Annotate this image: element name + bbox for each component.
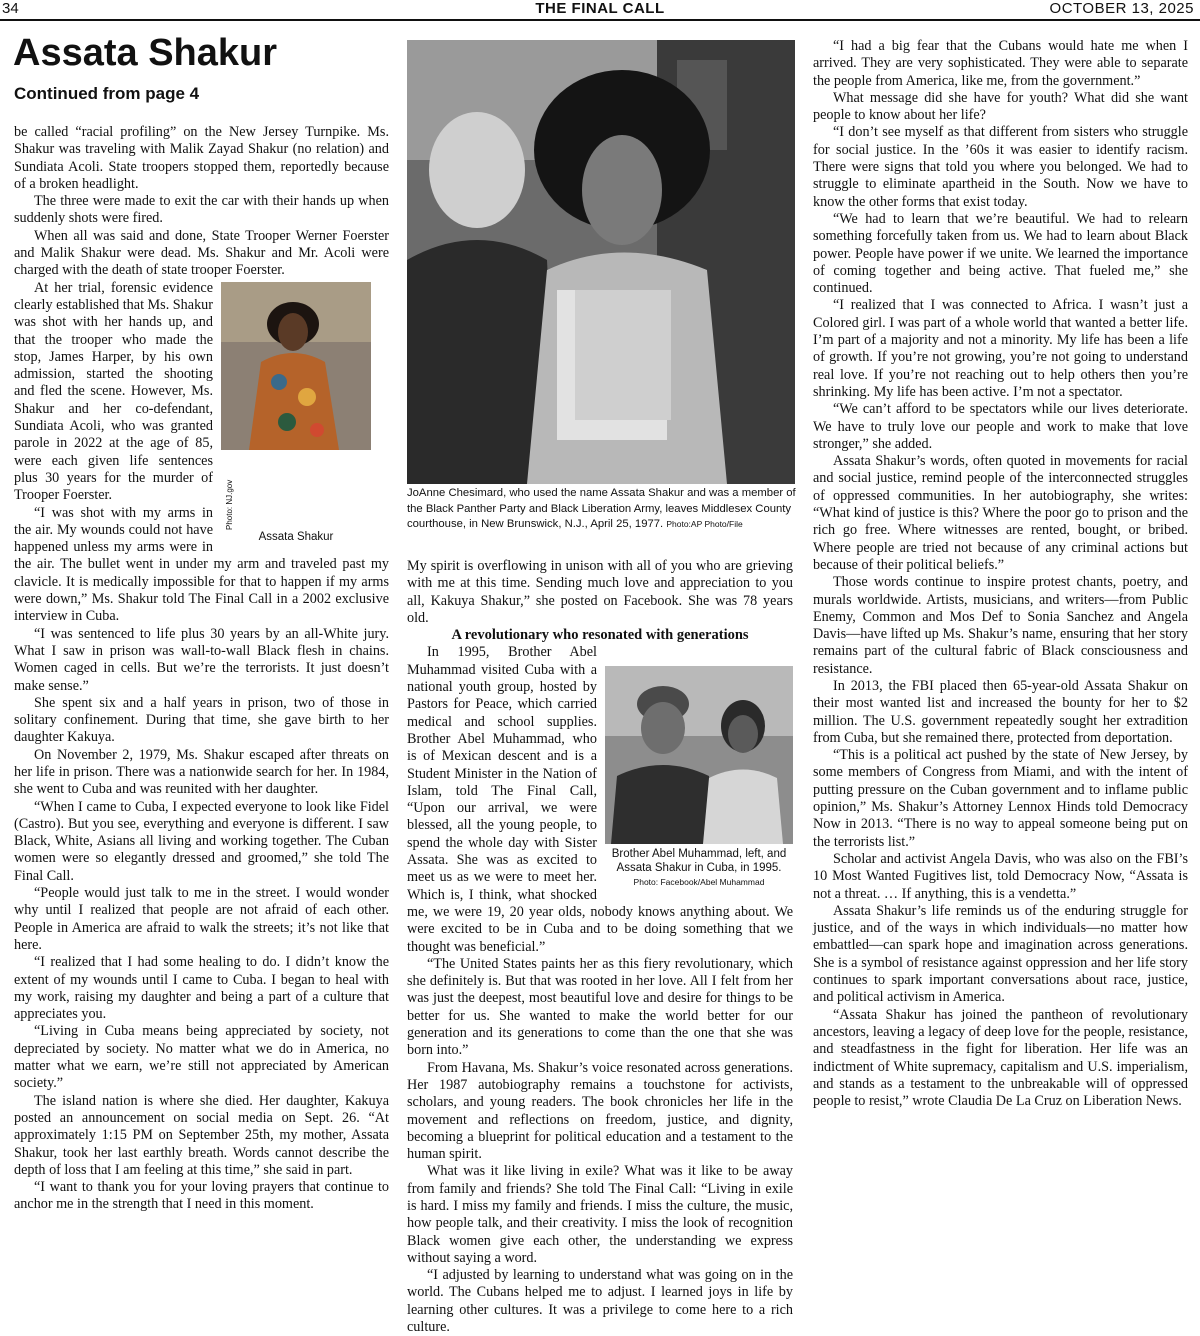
paragraph: “I adjusted by learning to understand what was going on in the world. The Cubans helped me to adjust. I learned joys in life by learning other cultures. It was a privilege to come here to a rich culture. bbox=[407, 1267, 793, 1336]
main-photo-caption bbox=[407, 486, 797, 533]
paragraph: What was it like living in exile? What was it like to be away from family and friends? She told The Final Call: “Living in exile is hard. I miss my family and friends. I miss the culture, the music, how people talk, and their creativity. I miss the look of recognition Black women give each other, the understanding we express without saying a word. bbox=[407, 1163, 793, 1266]
photo-caption: Brother Abel Muhammad, left, and Assata Shakur in Cuba, in 1995. bbox=[611, 848, 787, 875]
column-3 bbox=[813, 38, 1188, 1296]
continued-from: Continued from page 4 bbox=[14, 84, 200, 103]
paragraph: “Assata Shakur has joined the pantheon of revolutionary ancestors, leaving a legacy of deep love for the people, resistance, and steadfastness in the fight for liberation. Her life was an indictment of White supremacy, capitalism and U.S. imperialism, and stands as a testament to the unbreakable will of oppressed people to resist,” wrote Claudia De La Cruz on Liberation News. bbox=[813, 1006, 1188, 1110]
paragraph: “People would just talk to me in the street. I would wonder why until I realized that people are not afraid of each other. People in America are afraid to walk the streets; it’s not like that here. bbox=[14, 885, 389, 953]
paragraph: “I was shot with my arms in the air. My wounds could not have happened unless my arms were in the air. The bullet went in under my arm and traveled past my clavicle. It is medically impossible for that to happen if my arms were down,” Ms. Shakur told The Final Call in a 2002 exclusive interview in Cuba. bbox=[14, 504, 389, 625]
article-title: Assata Shakur bbox=[13, 32, 278, 74]
paragraph: The three were made to exit the car with their hands up when suddenly shots were fired. bbox=[14, 193, 389, 227]
paragraph: In 2013, the FBI placed then 65-year-old Assata Shakur on their most wanted list and increased the bounty for her to $2 million. The U.S. government repeatedly sought her extradition from Cuba, but she remained there, protected from deportation. bbox=[813, 677, 1188, 746]
page-header bbox=[0, 0, 1200, 21]
caption-text: JoAnne Chesimard, who used the name Assata Shakur and was a member of the Black Panther Party and Black Liberation Army, leaves Middlesex County courthouse, in New Brunswick, N.J., April 25, 1977. bbox=[407, 487, 796, 530]
paragraph: Scholar and activist Angela Davis, who was also on the FBI’s 10 Most Wanted Fugitives list, told Democracy Now, “Assata is not a threat. … If anything, this is a vendetta.” bbox=[813, 850, 1188, 902]
paragraph: Assata Shakur’s life reminds us of the enduring struggle for justice, and of the ways in which individuals—no matter how embattled—can spark hope and imagination across generations. She is a symbol of resistance against oppression and her life story continues to spark important conversations about race, justice, and political activism in America. bbox=[813, 902, 1188, 1006]
photo-cuba bbox=[605, 666, 793, 889]
paragraph: “This is a political act pushed by the state of New Jersey, by some members of Congress from Miami, and with the intent of putting pressure on the Cuban government and to inflame public opinion,” Ms. Shakur’s Attorney Lennox Hinds told Democracy Now in 2013. “There is no way to appeal someone being put on the terrorists list.” bbox=[813, 747, 1188, 850]
photo-main bbox=[407, 40, 795, 484]
photo-credit: Photo:AP Photo/File bbox=[666, 519, 743, 529]
paragraph: The island nation is where she died. Her daughter, Kakuya posted an announcement on social media on Sept. 26. “At approximately 1:15 PM on September 25th, my mother, Assata Shakur, took her last earthly breath. Words cannot describe the depth of loss that I am feeling at this time,” she said in part. bbox=[14, 1092, 389, 1178]
paragraph: Assata Shakur’s words, often quoted in movements for racial and social justice, remind people of the interconnected struggles of oppressed communities. In her autobiography, she writes: “What kind of justice is this? Where the poor go to prison and the rich go free. Where witnesses are rented, bought, or bribed. Where people are tried not because of any criminal actions but because of their political beliefs.” bbox=[813, 453, 1188, 573]
photo-image bbox=[605, 666, 793, 844]
paragraph: be called “racial profiling” on the New Jersey Turnpike. Ms. Shakur was traveling with Malik Zayad Shakur (no relation) and Sundiata Acoli. State troopers stopped them, reportedly because of a broken headlight. bbox=[14, 124, 389, 192]
paragraph: What message did she have for youth? What did she want people to know about her life? bbox=[813, 89, 1188, 124]
paragraph: “I was sentenced to life plus 30 years by an all-White jury. What I saw in prison was wall-to-wall Black flesh in chains. Women caged in cells. But we’re the terrorists. It just doesn’t make sense.” bbox=[14, 625, 389, 694]
paragraph: In 1995, Brother Abel Muhammad visited Cuba with a national youth group, hosted by Pastors for Peace, which carried medical and school supplies. Brother Abel Muhammad, who is of Mexican descent and is a Student Minister in the Nation of Islam, told The Final Call, “Upon our arrival, we were blessed, all the young people, to spend the whole day with Sister Assata. She was as excited to meet us as we were to meet her. Which is, I think, what shocked me, we were 19, 20 year olds, nobody knows anything about. We were excited to be in Cuba and to be doing something that we thought was beneficial.” bbox=[407, 644, 793, 955]
photo-credit: Photo: NJ.gov bbox=[225, 479, 234, 530]
paragraph: She spent six and a half years in prison, two of those in solitary confinement. During that time, she gave birth to her daughter Kakuya. bbox=[14, 694, 389, 746]
paragraph: “I don’t see myself as that different from sisters who struggle for social justice. In the ’60s it was easier to identify racism. There were signs that told you where you belonged. We had to struggle to eliminate apartheid in the South. Now we have to know the other forms that exist today. bbox=[813, 124, 1188, 210]
paragraph: Those words continue to inspire protest chants, poetry, and murals worldwide. Artists, musicians, and writers—from Public Enemy, Common and Mos Def to Sonia Sanchez and Angela Davis—have lifted up Ms. Shakur’s name, ensuring that her story remains part of the cultural fabric of Black consciousness and resistance. bbox=[813, 574, 1188, 677]
paragraph: “When I came to Cuba, I expected everyone to look like Fidel (Castro). But you see, everything and everyone is different. I saw Black, White, Asians all living and working together. The Cuban women were so elegantly dressed and groomed,” she told The Final Call. bbox=[14, 798, 389, 884]
paragraph: When all was said and done, State Trooper Werner Foerster and Malik Shakur were dead. Ms. Shakur and Mr. Acoli were charged with the death of state trooper Foerster. bbox=[14, 227, 389, 279]
photo-image bbox=[221, 282, 371, 450]
paragraph: “We had to learn that we’re beautiful. We had to relearn something forcefully taken from us. We had to learn about Black power. People have power if we unite. We learned the importance of coming together and being active. That fueled me,” she continued. bbox=[813, 210, 1188, 297]
issue-date: OCTOBER 13, 2025 bbox=[1049, 0, 1194, 17]
paragraph: “We can’t afford to be spectators while our lives deteriorate. We have to truly love our people and work to make that love stronger,” she added. bbox=[813, 401, 1188, 452]
photo-assata-small bbox=[221, 282, 389, 544]
subheading: A revolutionary who resonated with generations bbox=[451, 627, 749, 644]
portrait-icon bbox=[221, 282, 371, 450]
paragraph: “The United States paints her as this fiery revolutionary, which she definitely is. But that was rooted in her love. All I felt from her was just the deepest, most beautiful love and desire for things to be better for us. She wanted to make the world better for our generation and its generations to come than the one that she was born into.” bbox=[407, 955, 793, 1059]
paragraph: “I want to thank you for your loving prayers that continue to anchor me in the strength that I need in this moment. bbox=[14, 1179, 389, 1213]
paragraph: On November 2, 1979, Ms. Shakur escaped after threats on her life in prison. There was a nationwide search for her. In 1984, she went to Cuba and was reunited with her daughter. bbox=[14, 746, 389, 798]
two-people-photo-icon bbox=[605, 666, 793, 844]
paragraph: “Living in Cuba means being appreciated by society, not depreciated by society. No matter what we do in America, no matter what we earn, we’re still not appreciated by American society.” bbox=[14, 1023, 389, 1092]
column-2 bbox=[407, 558, 793, 1336]
courthouse-photo-icon bbox=[407, 40, 795, 484]
paragraph: “I realized that I had some healing to do. I didn’t know the extent of my wounds until I came to Cuba. I began to heal with my work, raising my daughter and being a part of a culture that appreciates you. bbox=[14, 954, 389, 1023]
paragraph: My spirit is overflowing in unison with all of you who are grieving with me at this time. Sending much love and appreciation to you all, Kakuya Shakur,” she posted on Facebook. She was 78 years old. bbox=[407, 558, 793, 626]
photo-credit: Photo: Facebook/Abel Muhammad bbox=[633, 877, 765, 888]
paragraph: At her trial, forensic evidence clearly established that Ms. Shakur was shot with her hands up, and that the trooper who made the stop, James Harper, by his own admission, started the shooting and fled the scene. However, Ms. Shakur and her co-defendant, Sundiata Acoli, who was granted parole in 2022 at the age of 85, were each given life sentences plus 30 years for the murder of Trooper Foerster. bbox=[14, 279, 213, 504]
paragraph: “I had a big fear that the Cubans would hate me when I arrived. They are very sophisticated. They were able to separate the people from America, like me, from the government.” bbox=[813, 38, 1188, 89]
paragraph: From Havana, Ms. Shakur’s voice resonated across generations. Her 1987 autobiography remains a touchstone for activists, scholars, and young readers. The book chronicles her life in the movement and reflections on freedom, justice, and dignity, becoming a blueprint for political education and a testament to the human spirit. bbox=[407, 1059, 793, 1163]
photo-caption: Assata Shakur bbox=[258, 530, 334, 543]
column-1 bbox=[14, 124, 389, 1296]
publication-name: THE FINAL CALL bbox=[535, 0, 665, 17]
paragraph: “I realized that I was connected to Africa. I wasn’t just a Colored girl. I was part of a whole world that wanted a better life. I’m part of a majority and not a minority. My life has been a life of growth. If you’re not growing, you’re not going to understand real love. If you’re not reaching out to help others then you’re shrinking. My life has been active. I’m not a spectator. bbox=[813, 297, 1188, 400]
page-number: 34 bbox=[2, 0, 19, 17]
